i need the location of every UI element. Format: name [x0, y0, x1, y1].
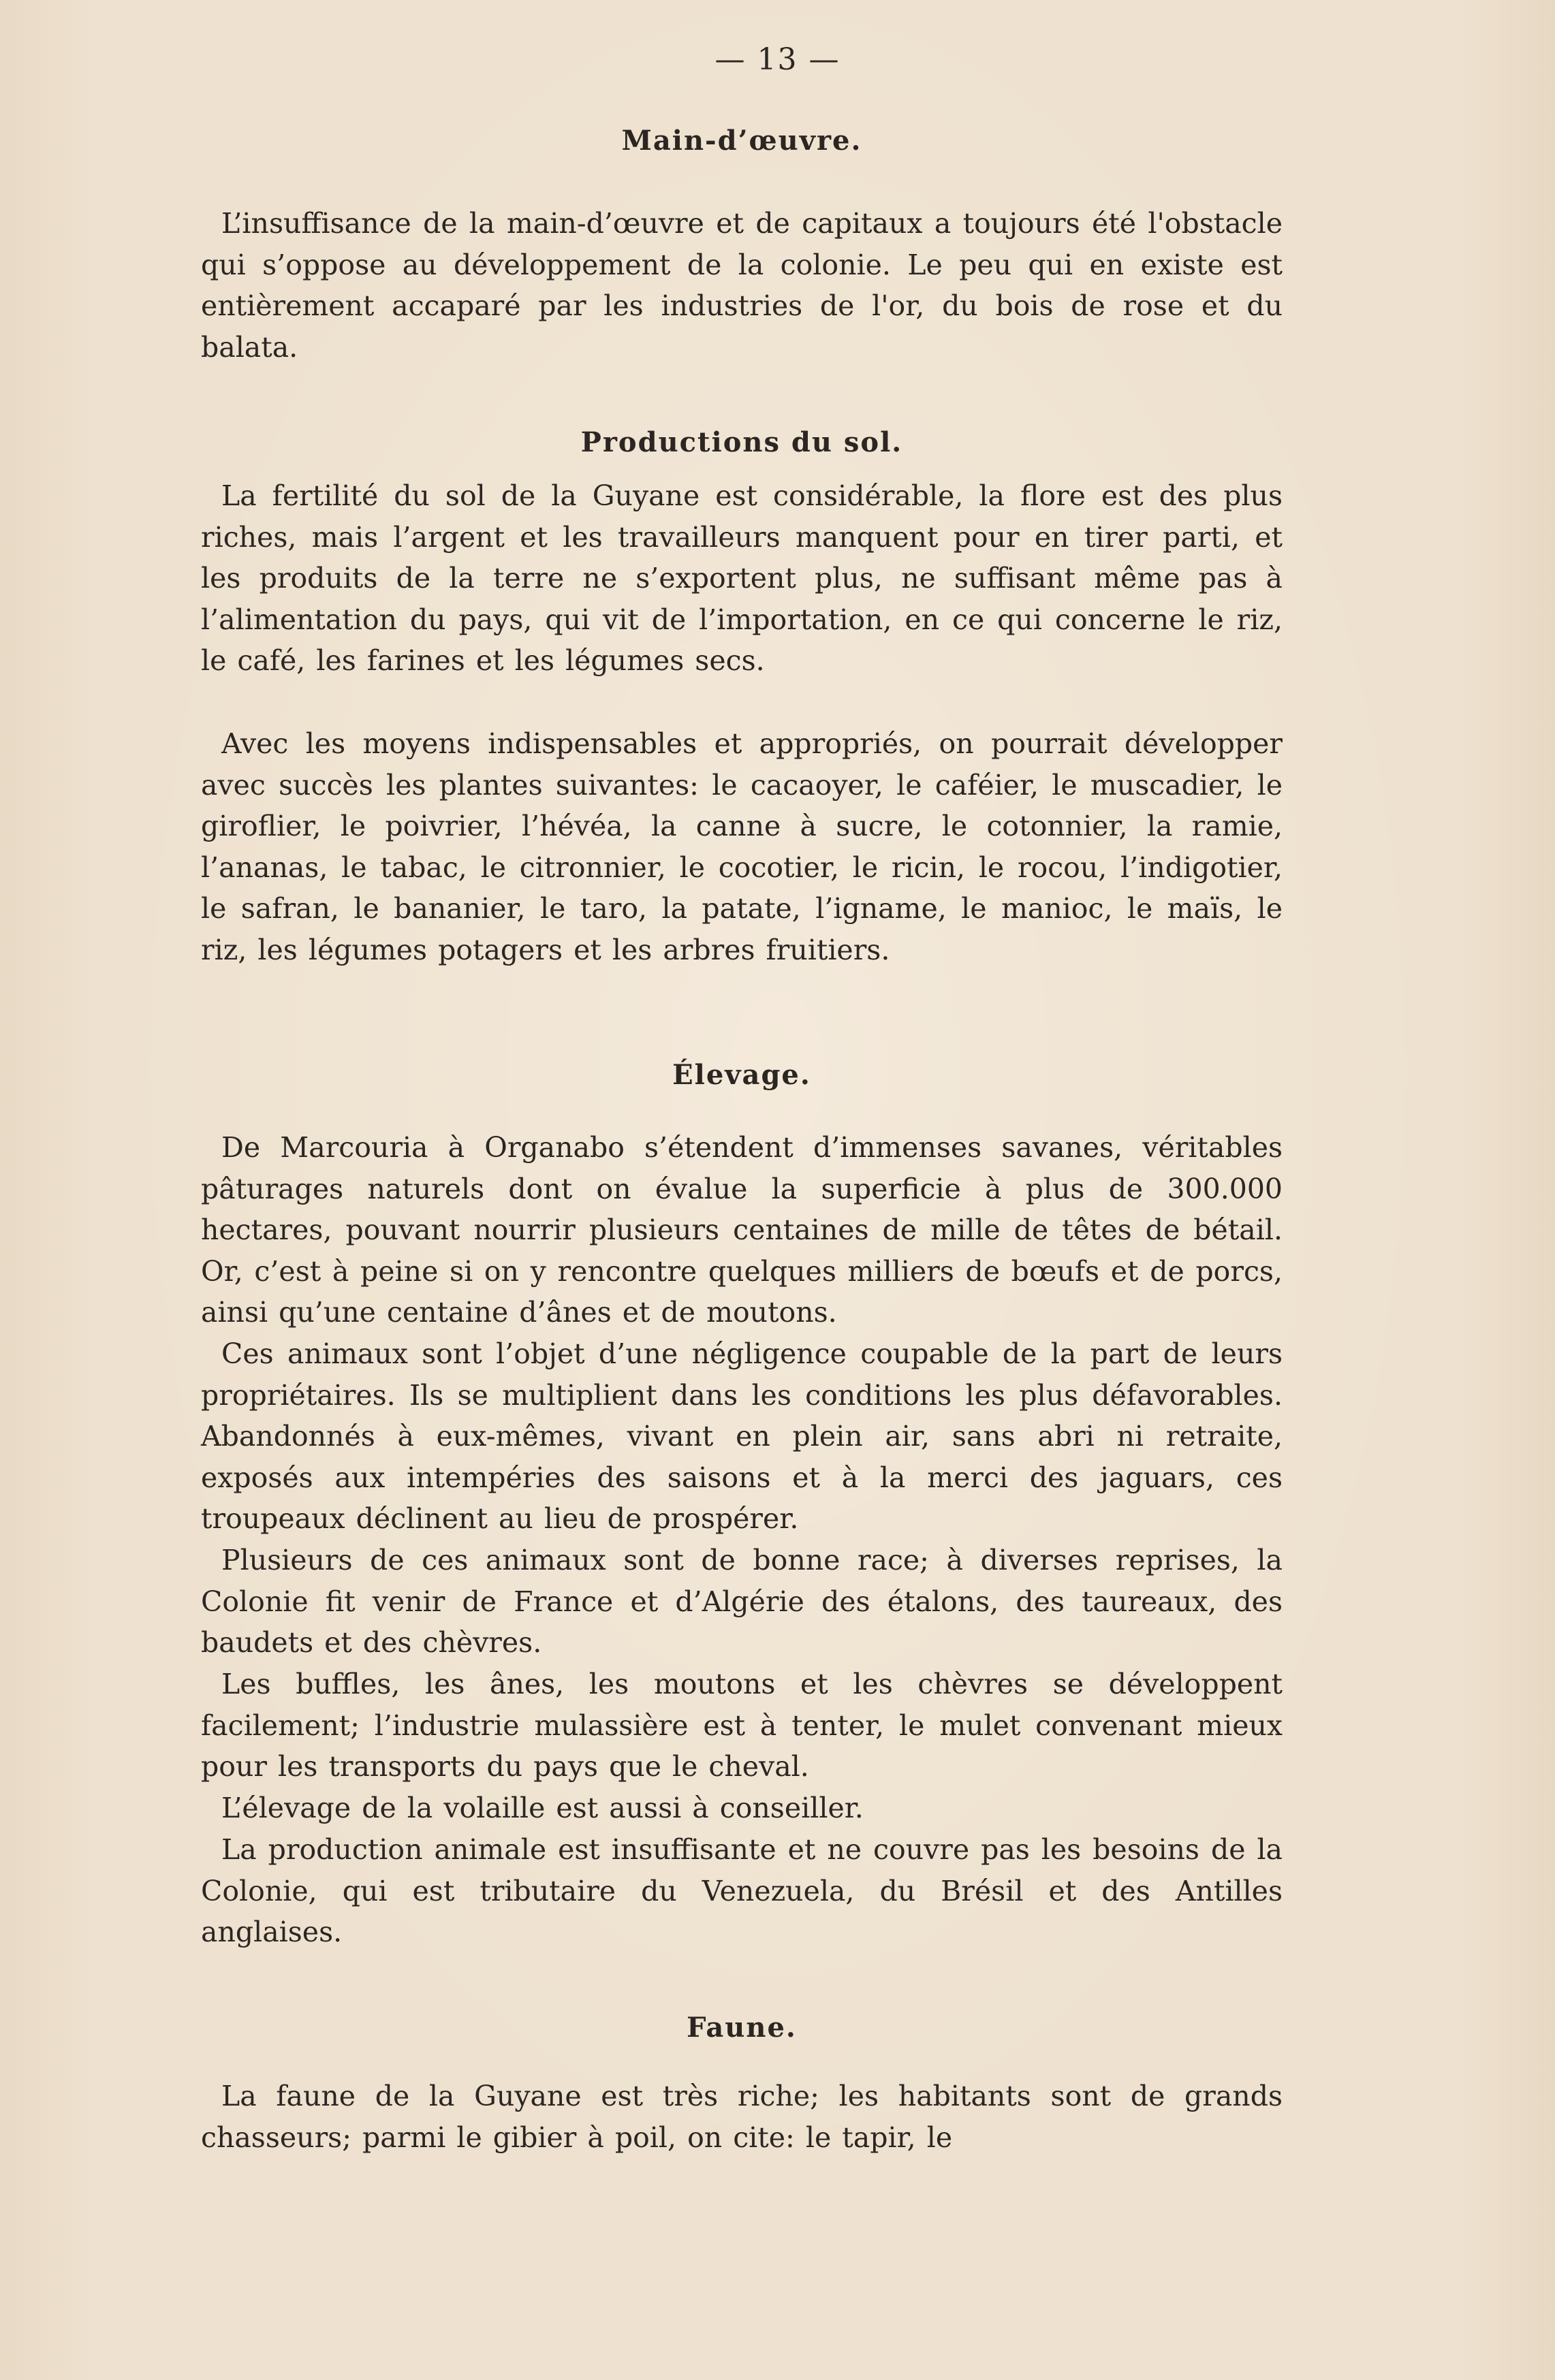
heading-productions-du-sol: Productions du sol.: [580, 426, 903, 458]
paragraph-elevage-6: La production animale est insuffisante et ne couvre pas les besoins de la Colonie, qui est tributaire du Venezuela, du Brésil et des Antilles anglaises.: [201, 1833, 1283, 1948]
heading-faune: Faune.: [687, 2012, 797, 2044]
paragraph-productions-1: La fertilité du sol de la Guyane est considérable, la flore est des plus riches, mais l’argent et les travailleurs manquent pour en tirer parti, et les produits de la terre ne s’exportent plus, ne suffisant même pas à l’alimentation du pays, qui vit de l’importation, en ce qui concerne le riz, le café, les farines et les légumes secs.: [201, 479, 1283, 677]
heading-main-doeuvre: Main-d’œuvre.: [621, 125, 862, 157]
paragraph-productions-2: Avec les moyens indispensables et appropriés, on pourrait développer avec succès les plantes suivantes: le cacaoyer, le caféier, le muscadier, le giroflier, le poivrier, l’hévéa, la canne à sucre, le cotonnier, la ramie, l’ananas, le tabac, le citronnier, le cocotier, le ricin, le rocou, l’indigotier, le safran, le bananier, le taro, la patate, l’igname, le manioc, le maïs, le riz, les légumes potagers et les arbres fruitiers.: [201, 727, 1283, 966]
paragraph-elevage-5: L’élevage de la volaille est aussi à conseiller.: [221, 1792, 864, 1824]
paragraph-elevage-1: De Marcouria à Organabo s’étendent d’immenses savanes, véritables pâturages naturels dont on évalue la superficie à plus de 300.000 hectares, pouvant nourrir plusieurs centaines de mille de têtes de bétail. Or, c’est à peine si on y rencontre quelques milliers de bœufs et de porcs, ainsi qu’une centaine d’ânes et de moutons.: [201, 1131, 1283, 1329]
paragraph-main-doeuvre: L’insuffisance de la main-d’œuvre et de capitaux a toujours été l'obstacle qui s’oppose au développement de la colonie. Le peu qui en existe est entièrement accaparé par les industries de l'or, du bois de rose et du balata.: [201, 207, 1283, 364]
paragraph-elevage-4: Les buffles, les ânes, les moutons et les chèvres se développent facilement; l’industrie mulassière est à tenter, le mulet convenant mieux pour les transports du pays que le cheval.: [201, 1668, 1283, 1783]
paragraph-elevage-2: Ces animaux sont l’objet d’une négligence coupable de la part de leurs propriétaires. Ils se multiplient dans les conditions les plus défavorables. Abandonnés à eux-mêmes, vivant en plein air, sans abri ni retraite, exposés aux intempéries des saisons et à la merci des jaguars, ces troupeaux déclinent au lieu de prospérer.: [201, 1337, 1283, 1535]
paragraph-elevage-3: Plusieurs de ces animaux sont de bonne race; à diverses reprises, la Colonie fit venir de France et d’Algérie des étalons, des taureaux, des baudets et des chèvres.: [201, 1544, 1283, 1659]
heading-elevage: Élevage.: [672, 1059, 811, 1091]
page-number: — 13 —: [714, 42, 841, 77]
paragraph-faune-1: La faune de la Guyane est très riche; les habitants sont de grands chasseurs; parmi le gibier à poil, on cite: le tapir, le: [201, 2080, 1283, 2154]
